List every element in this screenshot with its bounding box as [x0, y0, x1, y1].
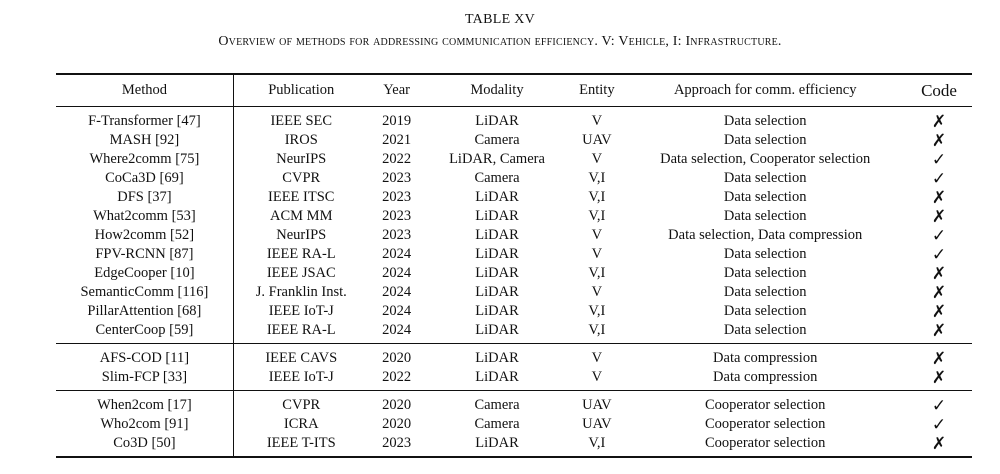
cell-publication: IEEE IoT-J	[268, 303, 334, 319]
table-label: TABLE XV	[464, 12, 536, 27]
cell-approach: Data selection	[723, 170, 807, 186]
cell-approach: Cooperator selection	[705, 397, 826, 413]
col-header-modality: Modality	[470, 82, 524, 98]
cell-approach: Data selection	[723, 284, 807, 300]
cell-code: ✗	[931, 112, 947, 131]
cell-publication: IEEE JSAC	[266, 265, 336, 281]
cell-entity: V,I	[588, 435, 606, 451]
cell-publication: ACM MM	[270, 208, 333, 224]
cell-method: F-Transformer [47]	[56, 107, 233, 132]
cell-approach: Data selection	[723, 322, 807, 338]
cell-code: ✗	[931, 302, 947, 321]
cell-code: ✗	[931, 349, 947, 368]
cell-year: 2023	[382, 208, 412, 224]
cell-publication: ICRA	[283, 416, 319, 432]
cell-publication: IEEE IoT-J	[268, 369, 334, 385]
cell-method: Slim-FCP [33]	[56, 368, 233, 391]
table-row	[56, 368, 972, 391]
table-row	[56, 169, 972, 188]
cell-year: 2020	[382, 350, 412, 366]
cell-method: What2comm [53]	[56, 207, 233, 226]
group-data-selection	[56, 107, 972, 344]
cell-method: DFS [37]	[56, 188, 233, 207]
cell-year: 2021	[382, 132, 412, 148]
table-row	[56, 264, 972, 283]
cell-method: How2comm [52]	[56, 226, 233, 245]
cell-modality: LiDAR	[475, 350, 519, 366]
header-row	[56, 74, 972, 107]
cell-code: ✗	[931, 188, 947, 207]
cell-entity: V,I	[588, 303, 606, 319]
cell-modality: LiDAR	[475, 113, 519, 129]
cell-method: Co3D [50]	[56, 434, 233, 457]
cell-entity: V	[591, 350, 603, 366]
cell-method: Where2comm [75]	[56, 150, 233, 169]
cell-publication: CVPR	[282, 397, 321, 413]
cell-modality: Camera	[474, 170, 520, 186]
cell-approach: Data selection	[723, 303, 807, 319]
cell-code: ✗	[931, 207, 947, 226]
cell-modality: Camera	[474, 416, 520, 432]
cell-modality: LiDAR	[475, 246, 519, 262]
cell-modality: LiDAR	[475, 322, 519, 338]
cell-modality: LiDAR, Camera	[449, 151, 545, 167]
table-row	[56, 207, 972, 226]
table-row	[56, 302, 972, 321]
cell-entity: V,I	[588, 170, 606, 186]
cell-year: 2024	[382, 322, 412, 338]
cell-publication: IEEE SEC	[270, 113, 333, 129]
cell-method: EdgeCooper [10]	[56, 264, 233, 283]
cell-year: 2019	[382, 113, 412, 129]
table-row	[56, 107, 972, 132]
cell-year: 2023	[382, 227, 412, 243]
cell-approach: Data selection	[723, 189, 807, 205]
table-row	[56, 226, 972, 245]
cell-year: 2023	[382, 435, 412, 451]
table-caption: Overview of methods for addressing communication efficiency. V: Vehicle, I: Infrastructure.	[218, 34, 782, 49]
cell-publication: IEEE RA-L	[266, 246, 336, 262]
cell-modality: LiDAR	[475, 369, 519, 385]
table-row	[56, 245, 972, 264]
col-header-approach: Approach for comm. efficiency	[673, 82, 857, 98]
cell-year: 2023	[382, 189, 412, 205]
table-row	[56, 131, 972, 150]
cell-publication: IEEE CAVS	[265, 350, 338, 366]
cell-publication: IEEE RA-L	[266, 322, 336, 338]
cell-entity: V	[591, 284, 603, 300]
cell-modality: LiDAR	[475, 227, 519, 243]
methods-table	[56, 73, 972, 458]
cell-year: 2024	[382, 246, 412, 262]
cell-entity: V	[591, 246, 603, 262]
cell-code: ✗	[931, 321, 947, 340]
cell-publication: IROS	[284, 132, 318, 148]
cell-method: When2com [17]	[56, 391, 233, 416]
cell-approach: Data selection, Data compression	[668, 227, 863, 243]
cell-method: SemanticComm [116]	[56, 283, 233, 302]
cell-code: ✗	[931, 264, 947, 283]
cell-approach: Data compression	[713, 350, 818, 366]
cell-code: ✓	[931, 396, 947, 415]
cell-modality: LiDAR	[475, 435, 519, 451]
cell-approach: Data selection	[723, 113, 807, 129]
cell-year: 2020	[382, 397, 412, 413]
cell-approach: Cooperator selection	[705, 435, 826, 451]
cell-modality: LiDAR	[475, 265, 519, 281]
group-cooperator-selection	[56, 391, 972, 458]
cell-code: ✓	[931, 415, 947, 434]
col-header-method: Method	[56, 74, 233, 107]
cell-approach: Data selection	[723, 208, 807, 224]
table-row	[56, 283, 972, 302]
cell-code: ✓	[931, 245, 947, 264]
cell-year: 2024	[382, 303, 412, 319]
col-header-entity: Entity	[579, 82, 615, 98]
cell-publication: CVPR	[282, 170, 321, 186]
cell-year: 2024	[382, 265, 412, 281]
table-row	[56, 321, 972, 344]
cell-year: 2024	[382, 284, 412, 300]
group-data-compression	[56, 344, 972, 391]
cell-code: ✓	[931, 150, 947, 169]
cell-year: 2023	[382, 170, 412, 186]
cell-code: ✗	[931, 368, 947, 387]
cell-year: 2022	[382, 151, 412, 167]
cell-method: PillarAttention [68]	[56, 302, 233, 321]
cell-publication: NeurIPS	[276, 151, 327, 167]
col-header-year: Year	[383, 82, 410, 98]
col-header-code: Code	[921, 81, 957, 100]
table-row	[56, 150, 972, 169]
cell-code: ✗	[931, 283, 947, 302]
cell-publication: J. Franklin Inst.	[255, 284, 347, 300]
cell-approach: Data selection, Cooperator selection	[660, 151, 871, 167]
cell-method: Who2com [91]	[56, 415, 233, 434]
table-row	[56, 434, 972, 457]
cell-approach: Data compression	[713, 369, 818, 385]
cell-entity: UAV	[582, 397, 612, 413]
cell-entity: V,I	[588, 208, 606, 224]
cell-publication: IEEE ITSC	[268, 189, 335, 205]
cell-modality: LiDAR	[475, 189, 519, 205]
cell-entity: UAV	[582, 416, 612, 432]
cell-modality: Camera	[474, 132, 520, 148]
table-row	[56, 391, 972, 416]
cell-method: CenterCoop [59]	[56, 321, 233, 344]
table-row	[56, 415, 972, 434]
cell-year: 2022	[382, 369, 412, 385]
cell-entity: V	[591, 151, 603, 167]
cell-approach: Cooperator selection	[705, 416, 826, 432]
cell-entity: V	[591, 227, 603, 243]
cell-method: FPV-RCNN [87]	[56, 245, 233, 264]
cell-method: MASH [92]	[56, 131, 233, 150]
cell-entity: V,I	[588, 322, 606, 338]
cell-entity: UAV	[582, 132, 612, 148]
cell-entity: V,I	[588, 265, 606, 281]
cell-approach: Data selection	[723, 132, 807, 148]
cell-approach: Data selection	[723, 246, 807, 262]
table-row	[56, 344, 972, 369]
cell-entity: V	[591, 369, 603, 385]
cell-code: ✗	[931, 434, 947, 453]
cell-entity: V	[591, 113, 603, 129]
col-header-publication: Publication	[268, 82, 335, 98]
cell-publication: NeurIPS	[276, 227, 327, 243]
cell-modality: LiDAR	[475, 208, 519, 224]
cell-modality: Camera	[474, 397, 520, 413]
cell-entity: V,I	[588, 189, 606, 205]
cell-method: AFS-COD [11]	[56, 344, 233, 369]
cell-code: ✓	[931, 169, 947, 188]
cell-publication: IEEE T-ITS	[266, 435, 336, 451]
cell-code: ✗	[931, 131, 947, 150]
cell-modality: LiDAR	[475, 303, 519, 319]
cell-modality: LiDAR	[475, 284, 519, 300]
cell-approach: Data selection	[723, 265, 807, 281]
cell-code: ✓	[931, 226, 947, 245]
cell-year: 2020	[382, 416, 412, 432]
table-row	[56, 188, 972, 207]
cell-method: CoCa3D [69]	[56, 169, 233, 188]
